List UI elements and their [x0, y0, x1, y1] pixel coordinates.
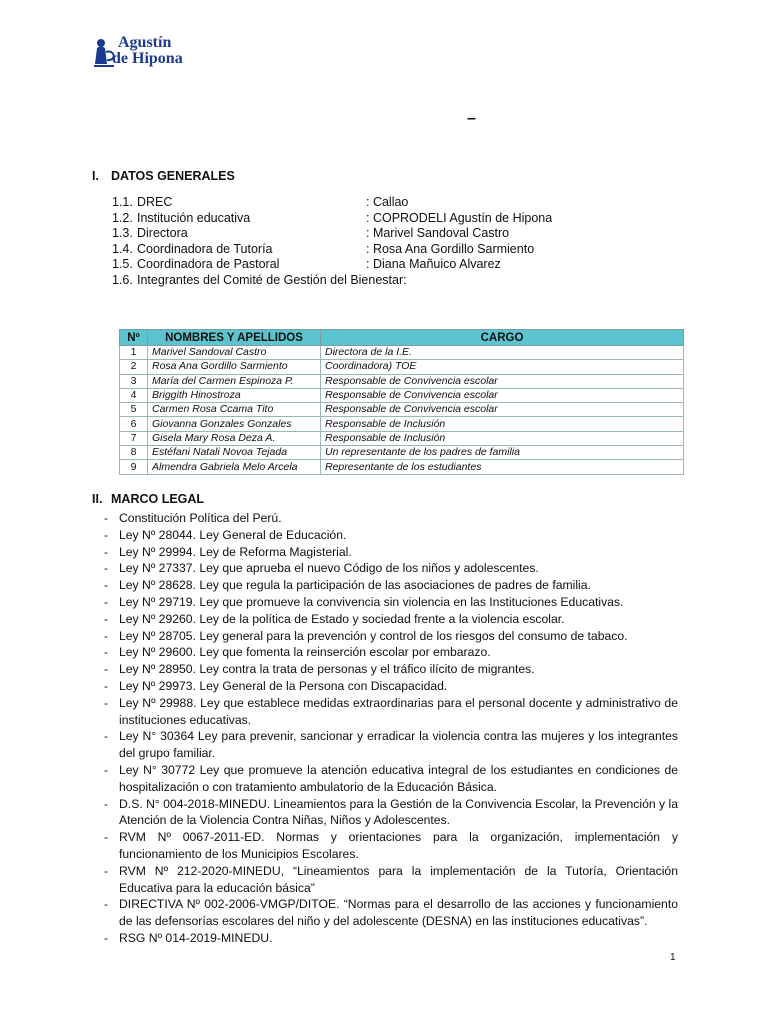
row-role: Responsable de Convivencia escolar [321, 403, 684, 417]
row-role: Representante de los estudiantes [321, 460, 684, 474]
row-name: Almendra Gabriela Melo Arcela [148, 460, 321, 474]
bullet: - [104, 527, 109, 542]
legal-text: Ley Nº 27337. Ley que aprueba el nuevo Código de los niños y adolescentes. [119, 561, 539, 576]
row-role: Responsable de Convivencia escolar [321, 374, 684, 388]
data-label: DREC [137, 195, 173, 209]
table-row [120, 431, 684, 445]
general-data-list [112, 195, 572, 288]
table-row [120, 446, 684, 460]
legal-text: Ley Nº 29973. Ley General de la Persona con Discapacidad. [119, 678, 448, 693]
header-names: NOMBRES Y APELLIDOS [148, 330, 321, 346]
bullet: - [104, 762, 109, 777]
legal-text: Ley Nº 29994. Ley de Reforma Magisterial. [119, 544, 352, 559]
legal-text: Ley Nº 28044. Ley General de Educación. [119, 527, 347, 542]
table-row [120, 460, 684, 474]
legal-text: Ley Nº 29600. Ley que fomenta la reinserción escolar por embarazo. [119, 645, 491, 660]
list-item [104, 896, 678, 930]
row-number: 2 [120, 360, 148, 374]
legal-text: Ley Nº 29719. Ley que promueve la convivencia sin violencia en las Instituciones Educativas. [119, 594, 624, 609]
list-item [104, 728, 678, 762]
list-item [104, 544, 678, 561]
list-item [104, 762, 678, 796]
bullet: - [104, 561, 109, 576]
row-name: María del Carmen Espinoza P. [148, 374, 321, 388]
row-number: 6 [120, 417, 148, 431]
bullet: - [104, 729, 109, 744]
table-row [120, 388, 684, 402]
row-role: Responsable de Inclusión [321, 431, 684, 445]
legal-text: Ley N° 30772 Ley que promueve la atención educativa integral de los estudiantes en condiciones de hospitalización o con tratamiento ambulatorio de la Educación Básica. [119, 762, 678, 794]
list-item [104, 863, 678, 897]
data-label: Institución educativa [137, 210, 251, 225]
row-number: 3 [120, 374, 148, 388]
row-role: Responsable de Inclusión [321, 417, 684, 431]
data-number: 1.3. [112, 226, 133, 240]
list-item [104, 628, 678, 645]
legal-text: D.S. N° 004-2018-MINEDU. Lineamientos para la Gestión de la Convivencia Escolar, la Prevención y la Atención de la Violencia Contra Niñas, Niños y Adolescentes. [119, 796, 678, 828]
data-row [112, 273, 572, 289]
section-1-number: I. [92, 169, 99, 183]
row-name: Carmen Rosa Ccama Tito [148, 403, 321, 417]
legal-text: Ley Nº 29260. Ley de la política de Estado y sociedad frente a la violencia escolar. [119, 611, 565, 626]
row-name: Marivel Sandoval Castro [148, 346, 321, 360]
legal-text: RSG Nº 014-2019-MINEDU. [119, 930, 273, 945]
table-row [120, 374, 684, 388]
data-label: Integrantes del Comité de Gestión del Bienestar: [137, 272, 407, 287]
list-item [104, 594, 678, 611]
section-2-number: II. [92, 492, 103, 506]
table-header-row [120, 330, 684, 346]
legal-text: Constitución Política del Perú. [119, 511, 282, 525]
bullet: - [104, 662, 109, 677]
legal-text: Ley Nº 28950. Ley contra la trata de personas y el tráfico ilícito de migrantes. [119, 662, 535, 677]
logo-line-1: Agustín [118, 34, 172, 51]
section-1-heading [92, 169, 235, 183]
data-value: : Marivel Sandoval Castro [366, 226, 510, 240]
row-number: 9 [120, 460, 148, 474]
data-value: : COPRODELI Agustín de Hipona [366, 210, 553, 225]
row-role: Directora de la I.E. [321, 346, 684, 360]
legal-text: Ley Nº 28705. Ley general para la prevención y control de los riesgos del consumo de tabaco. [119, 628, 628, 643]
row-number: 4 [120, 388, 148, 402]
bullet: - [104, 544, 109, 559]
legal-text: Ley Nº 29988. Ley que establece medidas extraordinarias para el personal docente y administrativo de instituciones educativas. [119, 695, 678, 727]
bullet: - [104, 578, 109, 593]
title-placeholder: – [467, 110, 476, 127]
list-item [104, 930, 678, 947]
header-role: CARGO [321, 330, 684, 346]
row-role: Responsable de Convivencia escolar [321, 388, 684, 402]
committee-table [119, 329, 684, 475]
list-item [104, 829, 678, 863]
row-number: 5 [120, 403, 148, 417]
row-name: Rosa Ana Gordillo Sarmiento [148, 360, 321, 374]
list-item [104, 661, 678, 678]
legal-text: DIRECTIVA Nº 002-2006-VMGP/DITOE. “Normas para el desarrollo de las acciones y funcionamiento de las defensorías escolares del niño y del adolescente (DESNA) en las instituciones educativas”. [119, 897, 678, 929]
bullet: - [104, 511, 109, 525]
row-number: 1 [120, 346, 148, 360]
page-number: 1 [670, 952, 676, 963]
data-number: 1.4. [112, 241, 133, 256]
data-number: 1.6. [112, 272, 133, 287]
data-row [112, 257, 572, 273]
row-number: 8 [120, 446, 148, 460]
school-logo [92, 34, 192, 74]
bullet: - [104, 897, 109, 912]
logo-line-2: de Hipona [112, 50, 183, 67]
legal-text: Ley N° 30364 Ley para prevenir, sancionar y erradicar la violencia contra las mujeres y los integrantes del grupo familiar. [119, 729, 678, 761]
data-number: 1.5. [112, 257, 133, 271]
section-1-title: DATOS GENERALES [111, 169, 235, 183]
row-role: Un representante de los padres de familia [321, 446, 684, 460]
bullet: - [104, 830, 109, 845]
table-row [120, 417, 684, 431]
table-row [120, 346, 684, 360]
data-value: : Rosa Ana Gordillo Sarmiento [366, 241, 535, 256]
table-row [120, 403, 684, 417]
bullet: - [104, 863, 109, 878]
section-2-title: MARCO LEGAL [111, 492, 205, 506]
list-item [104, 644, 678, 661]
legal-text: Ley Nº 28628. Ley que regula la participación de las asociaciones de padres de familia. [119, 578, 591, 593]
section-2-heading [92, 492, 204, 506]
bullet: - [104, 645, 109, 660]
list-item [104, 678, 678, 695]
bullet: - [104, 930, 109, 945]
list-item [104, 695, 678, 729]
list-item [104, 796, 678, 830]
bullet: - [104, 796, 109, 811]
data-row [112, 195, 572, 211]
row-name: Briggith Hinostroza [148, 388, 321, 402]
bullet: - [104, 594, 109, 609]
header-number: Nº [120, 330, 148, 346]
list-item [104, 577, 678, 594]
data-row [112, 226, 572, 242]
bullet: - [104, 695, 109, 710]
bullet: - [104, 628, 109, 643]
list-item [104, 527, 678, 544]
data-number: 1.1. [112, 195, 133, 209]
legal-framework-list [104, 510, 678, 947]
row-name: Giovanna Gonzales Gonzales [148, 417, 321, 431]
data-label: Directora [137, 226, 188, 240]
data-number: 1.2. [112, 210, 133, 225]
row-number: 7 [120, 431, 148, 445]
data-label: Coordinadora de Tutoría [137, 241, 273, 256]
bullet: - [104, 611, 109, 626]
list-item [104, 510, 678, 527]
legal-text: RVM Nº 212-2020-MINEDU, “Lineamientos para la implementación de la Tutoría, Orientación Educativa para la educación básica” [119, 863, 678, 895]
data-row [112, 242, 572, 258]
row-role: Coordinadora) TOE [321, 360, 684, 374]
legal-text: RVM Nº 0067-2011-ED. Normas y orientaciones para la organización, implementación y funcionamiento de los Municipios Escolares. [119, 830, 678, 861]
table-row [120, 360, 684, 374]
data-label: Coordinadora de Pastoral [137, 257, 280, 271]
data-value: : Diana Mañuico Alvarez [366, 257, 501, 271]
bullet: - [104, 678, 109, 693]
list-item [104, 560, 678, 577]
row-name: Estéfani Natali Novoa Tejada [148, 446, 321, 460]
list-item [104, 611, 678, 628]
row-name: Gisela Mary Rosa Deza A. [148, 431, 321, 445]
data-row [112, 211, 572, 227]
data-value: : Callao [366, 195, 409, 209]
